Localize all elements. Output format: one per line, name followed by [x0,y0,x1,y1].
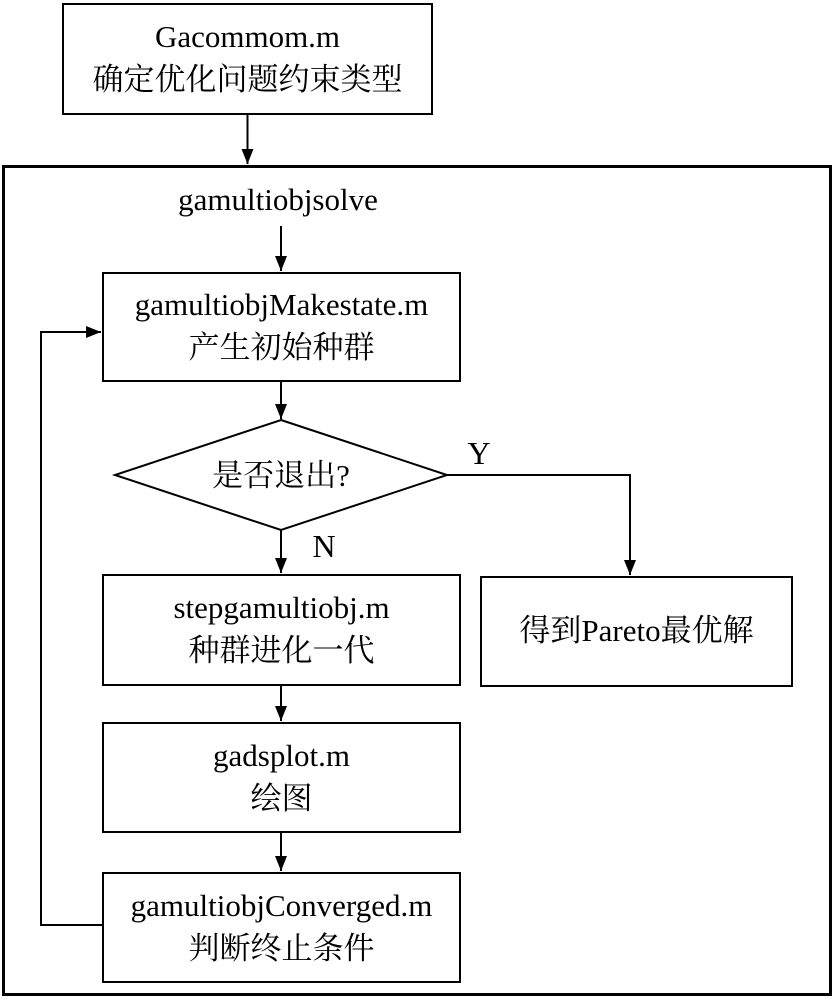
decision-label: 是否退出? [212,458,350,494]
node-pareto-result [480,576,793,687]
arrow-decision-yes-to-pareto [447,475,630,575]
node-makestate-filename: gamultiobjMakestate.m [134,287,429,323]
node-gacommon-description: 确定优化问题约束类型 [92,62,403,97]
node-converged-description: 判断终止条件 [188,930,375,966]
gamultiobjsolve-label: gamultiobjsolve [178,182,378,218]
node-gadsplot-description: 绘图 [250,780,313,816]
arrow-loop-converged-to-makestate [41,332,103,925]
node-makestate-description: 产生初始种群 [188,330,375,365]
node-converged [102,872,461,983]
node-gacommon [62,3,433,115]
node-stepgamultiobj-filename: stepgamultiobj.m [173,590,390,626]
node-makestate [102,272,461,382]
node-stepgamultiobj-description: 种群进化一代 [188,633,375,668]
node-gacommon-filename: Gacommom.m [154,19,341,55]
node-gadsplot-filename: gadsplot.m [213,737,350,773]
branch-label-no: N [312,527,336,564]
branch-label-yes: Y [467,434,491,471]
node-stepgamultiobj [102,574,461,686]
node-gadsplot [102,722,461,833]
node-pareto-result-text: 得到Pareto最优解 [519,613,754,649]
node-converged-filename: gamultiobjConverged.m [130,887,433,923]
